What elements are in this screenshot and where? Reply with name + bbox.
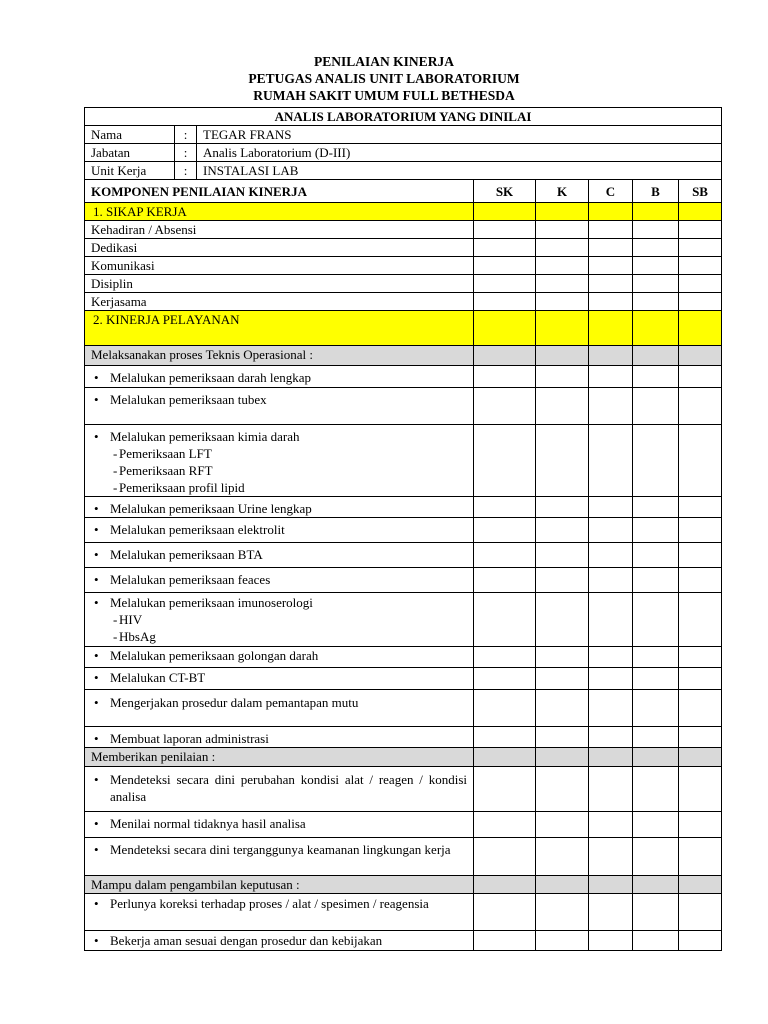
score-cell-sk[interactable] <box>474 647 536 668</box>
bullet-text: Mendeteksi secara dini perubahan kondisi alat / reagen / kondisi analisa <box>110 772 467 804</box>
component-cell <box>85 293 474 311</box>
info-label: Jabatan <box>85 144 175 162</box>
bullet-text: Mengerjakan prosedur dalam pemantapan mutu <box>110 695 359 710</box>
score-cell-sk[interactable] <box>474 727 536 748</box>
item-label: Kerjasama <box>91 294 147 309</box>
sikap-item-row <box>85 275 722 293</box>
score-cell-sk[interactable] <box>474 593 536 647</box>
sikap-item-row <box>85 257 722 275</box>
score-cell-sk[interactable] <box>474 239 536 257</box>
dash-marker: - <box>113 612 118 627</box>
teknis-item-row <box>85 647 722 668</box>
score-cell-sb[interactable] <box>679 690 722 727</box>
subsection-teknis-operasional <box>85 346 722 366</box>
score-cell-k[interactable] <box>536 931 589 951</box>
subsection-title: Mampu dalam pengambilan keputusan : <box>91 877 300 892</box>
score-cell-k[interactable] <box>536 221 589 239</box>
keputusan-item-row <box>85 931 722 951</box>
score-cell-b[interactable] <box>633 727 679 748</box>
dash-marker: - <box>113 480 118 495</box>
score-cell-b[interactable] <box>633 346 679 366</box>
bullet-text: Melalukan pemeriksaan tubex <box>110 392 267 407</box>
bullet-icon: • <box>94 896 99 911</box>
bullet-icon: • <box>94 695 99 710</box>
score-cell-c[interactable] <box>589 690 633 727</box>
score-cell-c[interactable] <box>589 543 633 568</box>
component-cell <box>85 931 474 951</box>
bullet-text: Melalukan pemeriksaan darah lengkap <box>110 370 312 385</box>
bullet-icon: • <box>94 522 99 537</box>
score-cell-b[interactable] <box>633 876 679 894</box>
score-cell-k[interactable] <box>536 497 589 518</box>
subsection-title: Melaksanakan proses Teknis Operasional : <box>91 347 313 362</box>
teknis-item-row <box>85 388 722 425</box>
bullet-item <box>91 568 467 588</box>
teknis-item-row <box>85 518 722 543</box>
info-label: Unit Kerja <box>85 162 175 180</box>
score-cell-sb[interactable] <box>679 221 722 239</box>
column-header-b: B <box>633 180 679 203</box>
score-cell-sk[interactable] <box>474 748 536 767</box>
score-cell-sb[interactable] <box>679 388 722 425</box>
score-cell-b[interactable] <box>633 275 679 293</box>
info-value: Analis Laboratorium (D-III) <box>197 144 722 162</box>
score-cell-sb[interactable] <box>679 346 722 366</box>
sub-item <box>91 628 467 645</box>
score-cell-c[interactable] <box>589 838 633 876</box>
score-cell-c[interactable] <box>589 221 633 239</box>
score-cell-sk[interactable] <box>474 767 536 812</box>
score-cell-sk[interactable] <box>474 388 536 425</box>
bullet-item <box>91 425 467 445</box>
component-cell <box>85 668 474 690</box>
column-header-sk: SK <box>474 180 536 203</box>
score-cell-sb[interactable] <box>679 239 722 257</box>
score-cell-sb[interactable] <box>679 497 722 518</box>
bullet-item <box>91 497 467 517</box>
info-value: INSTALASI LAB <box>197 162 722 180</box>
bullet-icon: • <box>94 772 99 787</box>
bullet-text: Menilai normal tidaknya hasil analisa <box>110 816 306 831</box>
bullet-icon: • <box>94 842 99 857</box>
score-cell-k[interactable] <box>536 311 589 346</box>
bullet-icon: • <box>94 670 99 685</box>
score-cell-c[interactable] <box>589 748 633 767</box>
score-cell-sk[interactable] <box>474 894 536 931</box>
score-cell-k[interactable] <box>536 425 589 497</box>
bullet-icon: • <box>94 547 99 562</box>
score-cell-sk[interactable] <box>474 275 536 293</box>
assessment-table <box>84 107 722 951</box>
teknis-item-row <box>85 727 722 748</box>
header-title: PENILAIAN KINERJA <box>314 54 454 69</box>
column-header-component: KOMPONEN PENILAIAN KINERJA <box>85 180 474 203</box>
score-cell-b[interactable] <box>633 497 679 518</box>
subsection-title: Memberikan penilaian : <box>91 749 216 764</box>
score-cell-sb[interactable] <box>679 767 722 812</box>
score-cell-c[interactable] <box>589 668 633 690</box>
score-cell-b[interactable] <box>633 293 679 311</box>
bullet-text: Melalukan pemeriksaan Urine lengkap <box>110 501 312 516</box>
component-cell <box>85 311 474 346</box>
bullet-item <box>91 894 467 912</box>
sikap-item-row <box>85 239 722 257</box>
bullet-item <box>91 690 467 711</box>
score-cell-c[interactable] <box>589 931 633 951</box>
score-cell-k[interactable] <box>536 647 589 668</box>
score-cell-k[interactable] <box>536 668 589 690</box>
score-cell-sb[interactable] <box>679 293 722 311</box>
bullet-text: Bekerja aman sesuai dengan prosedur dan kebijakan <box>110 933 383 948</box>
column-header-c: C <box>589 180 633 203</box>
score-cell-sb[interactable] <box>679 568 722 593</box>
info-row-unit-kerja <box>85 162 722 180</box>
component-cell <box>85 690 474 727</box>
score-cell-b[interactable] <box>633 690 679 727</box>
score-cell-b[interactable] <box>633 838 679 876</box>
bullet-text: Membuat laporan administrasi <box>110 731 269 746</box>
teknis-item-row <box>85 543 722 568</box>
component-cell <box>85 543 474 568</box>
score-cell-sk[interactable] <box>474 257 536 275</box>
bullet-icon: • <box>94 816 99 831</box>
teknis-item-row <box>85 668 722 690</box>
document-header <box>0 53 768 104</box>
component-cell <box>85 838 474 876</box>
score-cell-sk[interactable] <box>474 668 536 690</box>
score-cell-b[interactable] <box>633 647 679 668</box>
score-cell-c[interactable] <box>589 568 633 593</box>
section-kinerja-pelayanan <box>85 311 722 346</box>
component-cell <box>85 727 474 748</box>
score-cell-b[interactable] <box>633 593 679 647</box>
score-cell-b[interactable] <box>633 767 679 812</box>
bullet-icon: • <box>94 572 99 587</box>
score-cell-sb[interactable] <box>679 876 722 894</box>
score-cell-c[interactable] <box>589 293 633 311</box>
bullet-text: Melalukan pemeriksaan feaces <box>110 572 271 587</box>
component-cell <box>85 647 474 668</box>
score-cell-sk[interactable] <box>474 221 536 239</box>
bullet-item <box>91 647 467 664</box>
score-cell-sk[interactable] <box>474 543 536 568</box>
bullet-text: Melalukan pemeriksaan BTA <box>110 547 263 562</box>
assessment-form <box>84 107 721 948</box>
score-cell-sb[interactable] <box>679 894 722 931</box>
score-cell-b[interactable] <box>633 221 679 239</box>
score-cell-c[interactable] <box>589 366 633 388</box>
sikap-item-row <box>85 221 722 239</box>
info-colon: : <box>175 144 197 162</box>
bullet-text: Melalukan pemeriksaan elektrolit <box>110 522 285 537</box>
item-label: Disiplin <box>91 276 133 291</box>
component-cell <box>85 876 474 894</box>
sub-item <box>91 479 467 496</box>
bullet-item <box>91 518 467 538</box>
score-cell-b[interactable] <box>633 239 679 257</box>
component-cell <box>85 812 474 838</box>
component-cell <box>85 366 474 388</box>
info-colon: : <box>175 162 197 180</box>
info-label: Nama <box>85 126 175 144</box>
score-cell-c[interactable] <box>589 311 633 346</box>
bullet-icon: • <box>94 933 99 948</box>
score-cell-k[interactable] <box>536 894 589 931</box>
component-cell <box>85 894 474 931</box>
column-header-k: K <box>536 180 589 203</box>
score-cell-b[interactable] <box>633 518 679 543</box>
item-label: Kehadiran / Absensi <box>91 222 197 237</box>
component-cell <box>85 275 474 293</box>
bullet-item <box>91 727 467 747</box>
score-cell-sb[interactable] <box>679 593 722 647</box>
teknis-item-row <box>85 497 722 518</box>
section-sikap-kerja <box>85 203 722 221</box>
score-cell-sb[interactable] <box>679 275 722 293</box>
penilaian-item-row <box>85 838 722 876</box>
score-cell-k[interactable] <box>536 518 589 543</box>
score-cell-k[interactable] <box>536 543 589 568</box>
score-cell-b[interactable] <box>633 668 679 690</box>
score-cell-b[interactable] <box>633 425 679 497</box>
score-cell-sk[interactable] <box>474 293 536 311</box>
keputusan-item-row <box>85 894 722 931</box>
bullet-item <box>91 838 467 858</box>
dash-marker: - <box>113 629 118 644</box>
score-cell-k[interactable] <box>536 748 589 767</box>
score-cell-c[interactable] <box>589 239 633 257</box>
score-cell-b[interactable] <box>633 311 679 346</box>
score-cell-sb[interactable] <box>679 311 722 346</box>
score-cell-k[interactable] <box>536 346 589 366</box>
score-cell-b[interactable] <box>633 388 679 425</box>
sikap-item-row <box>85 293 722 311</box>
score-cell-k[interactable] <box>536 812 589 838</box>
bullet-icon: • <box>94 501 99 516</box>
teknis-item-row <box>85 568 722 593</box>
score-cell-k[interactable] <box>536 366 589 388</box>
info-value: TEGAR FRANS <box>197 126 722 144</box>
score-cell-sk[interactable] <box>474 690 536 727</box>
score-cell-b[interactable] <box>633 931 679 951</box>
score-cell-b[interactable] <box>633 257 679 275</box>
score-cell-sb[interactable] <box>679 543 722 568</box>
item-label: Komunikasi <box>91 258 155 273</box>
component-cell <box>85 221 474 239</box>
teknis-item-row <box>85 593 722 647</box>
component-cell <box>85 497 474 518</box>
header-hospital: RUMAH SAKIT UMUM FULL BETHESDA <box>253 88 515 103</box>
score-cell-sb[interactable] <box>679 812 722 838</box>
score-cell-k[interactable] <box>536 388 589 425</box>
component-cell <box>85 425 474 497</box>
column-header-sb: SB <box>679 180 722 203</box>
bullet-icon: • <box>94 731 99 746</box>
sub-item <box>91 611 467 628</box>
score-cell-k[interactable] <box>536 203 589 221</box>
dash-marker: - <box>113 446 118 461</box>
score-cell-sb[interactable] <box>679 425 722 497</box>
component-cell <box>85 593 474 647</box>
bullet-icon: • <box>94 429 99 444</box>
score-cell-c[interactable] <box>589 894 633 931</box>
score-cell-c[interactable] <box>589 727 633 748</box>
bullet-icon: • <box>94 370 99 385</box>
bullet-item <box>91 388 467 408</box>
penilaian-item-row <box>85 767 722 812</box>
bullet-item <box>91 543 467 563</box>
sub-item-text: Pemeriksaan profil lipid <box>119 480 245 495</box>
subsection-memberikan-penilaian <box>85 748 722 767</box>
component-cell <box>85 346 474 366</box>
bullet-text: Melalukan pemeriksaan golongan darah <box>110 648 319 663</box>
header-subtitle: PETUGAS ANALIS UNIT LABORATORIUM <box>248 71 520 86</box>
score-cell-k[interactable] <box>536 876 589 894</box>
score-cell-sk[interactable] <box>474 568 536 593</box>
bullet-item <box>91 366 467 386</box>
component-cell <box>85 518 474 543</box>
score-cell-k[interactable] <box>536 593 589 647</box>
bullet-icon: • <box>94 392 99 407</box>
score-cell-c[interactable] <box>589 275 633 293</box>
score-cell-sb[interactable] <box>679 257 722 275</box>
teknis-item-row <box>85 690 722 727</box>
score-cell-b[interactable] <box>633 812 679 838</box>
bullet-icon: • <box>94 595 99 610</box>
bullet-item <box>91 812 467 832</box>
score-cell-sb[interactable] <box>679 748 722 767</box>
score-cell-sb[interactable] <box>679 668 722 690</box>
score-cell-sk[interactable] <box>474 366 536 388</box>
sub-item-text: Pemeriksaan LFT <box>119 446 212 461</box>
score-cell-k[interactable] <box>536 838 589 876</box>
score-cell-b[interactable] <box>633 543 679 568</box>
sub-item-text: HIV <box>119 612 143 627</box>
score-cell-sb[interactable] <box>679 727 722 748</box>
bullet-text: Perlunya koreksi terhadap proses / alat / spesimen / reagensia <box>110 896 429 911</box>
bullet-text: Melalukan pemeriksaan imunoserologi <box>110 595 313 610</box>
score-cell-c[interactable] <box>589 425 633 497</box>
score-cell-c[interactable] <box>589 346 633 366</box>
component-cell <box>85 203 474 221</box>
teknis-item-row <box>85 366 722 388</box>
table-title: ANALIS LABORATORIUM YANG DINILAI <box>85 108 722 126</box>
score-cell-k[interactable] <box>536 275 589 293</box>
bullet-text: Melalukan pemeriksaan kimia darah <box>110 429 300 444</box>
score-cell-k[interactable] <box>536 568 589 593</box>
score-cell-b[interactable] <box>633 748 679 767</box>
score-cell-b[interactable] <box>633 568 679 593</box>
score-cell-sk[interactable] <box>474 203 536 221</box>
score-cell-c[interactable] <box>589 767 633 812</box>
score-cell-sb[interactable] <box>679 647 722 668</box>
score-cell-sb[interactable] <box>679 518 722 543</box>
bullet-item <box>91 931 467 949</box>
score-cell-sk[interactable] <box>474 931 536 951</box>
info-row-nama <box>85 126 722 144</box>
score-cell-sk[interactable] <box>474 876 536 894</box>
component-cell <box>85 257 474 275</box>
bullet-item <box>91 593 467 611</box>
component-cell <box>85 568 474 593</box>
score-cell-k[interactable] <box>536 727 589 748</box>
component-cell <box>85 388 474 425</box>
bullet-text: Mendeteksi secara dini terganggunya keamanan lingkungan kerja <box>110 842 451 857</box>
score-cell-c[interactable] <box>589 497 633 518</box>
score-cell-k[interactable] <box>536 239 589 257</box>
score-cell-c[interactable] <box>589 518 633 543</box>
score-cell-k[interactable] <box>536 293 589 311</box>
info-row-jabatan <box>85 144 722 162</box>
score-cell-sb[interactable] <box>679 203 722 221</box>
sub-item <box>91 445 467 462</box>
score-cell-c[interactable] <box>589 203 633 221</box>
score-cell-sk[interactable] <box>474 425 536 497</box>
score-cell-sk[interactable] <box>474 812 536 838</box>
item-label: Dedikasi <box>91 240 138 255</box>
penilaian-item-row <box>85 812 722 838</box>
score-cell-b[interactable] <box>633 203 679 221</box>
score-cell-sb[interactable] <box>679 838 722 876</box>
component-cell <box>85 239 474 257</box>
score-cell-sk[interactable] <box>474 346 536 366</box>
score-cell-sk[interactable] <box>474 838 536 876</box>
score-cell-sk[interactable] <box>474 497 536 518</box>
sub-item-text: Pemeriksaan RFT <box>119 463 213 478</box>
dash-marker: - <box>113 463 118 478</box>
section-title: 2. KINERJA PELAYANAN <box>93 312 240 327</box>
score-cell-k[interactable] <box>536 690 589 727</box>
score-cell-c[interactable] <box>589 257 633 275</box>
score-cell-sk[interactable] <box>474 311 536 346</box>
score-cell-sb[interactable] <box>679 931 722 951</box>
score-cell-b[interactable] <box>633 894 679 931</box>
score-cell-c[interactable] <box>589 593 633 647</box>
column-header-row <box>85 180 722 203</box>
teknis-item-row <box>85 425 722 497</box>
sub-item <box>91 462 467 479</box>
bullet-item <box>91 767 467 805</box>
sub-item-text: HbsAg <box>119 629 156 644</box>
score-cell-c[interactable] <box>589 647 633 668</box>
section-title: 1. SIKAP KERJA <box>93 204 187 219</box>
component-cell <box>85 767 474 812</box>
score-cell-b[interactable] <box>633 366 679 388</box>
score-cell-k[interactable] <box>536 767 589 812</box>
score-cell-c[interactable] <box>589 876 633 894</box>
score-cell-c[interactable] <box>589 388 633 425</box>
info-colon: : <box>175 126 197 144</box>
score-cell-sk[interactable] <box>474 518 536 543</box>
bullet-text: Melalukan CT-BT <box>110 670 206 685</box>
bullet-item <box>91 668 467 686</box>
subsection-pengambilan-keputusan <box>85 876 722 894</box>
score-cell-k[interactable] <box>536 257 589 275</box>
score-cell-c[interactable] <box>589 812 633 838</box>
score-cell-sb[interactable] <box>679 366 722 388</box>
component-cell <box>85 748 474 767</box>
bullet-icon: • <box>94 648 99 663</box>
